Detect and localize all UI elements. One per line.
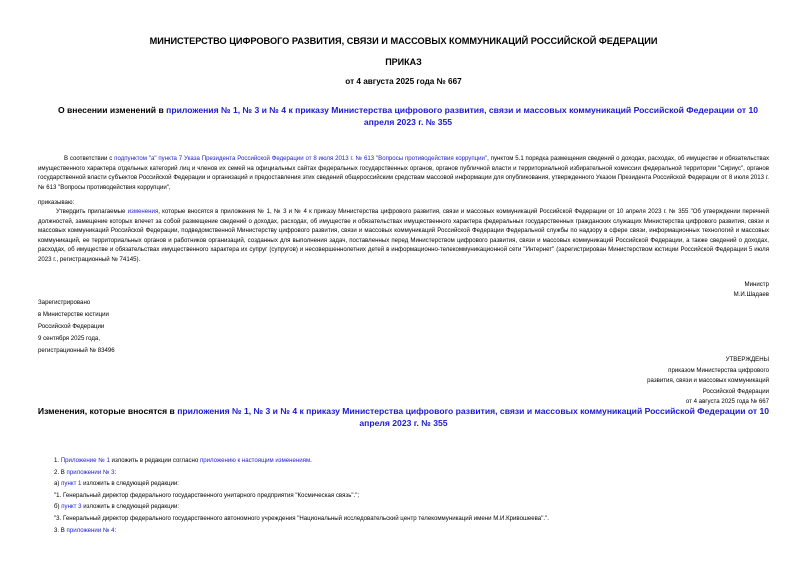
registration-line-1: Зарегистрировано	[38, 299, 91, 306]
appendix-3-link[interactable]: приложении № 3	[66, 468, 115, 476]
appendix-4-link[interactable]: приложении № 4	[66, 526, 115, 534]
appendix-1-link[interactable]: Приложение № 1	[60, 457, 110, 464]
ministry-name: МИНИСТЕРСТВО ЦИФРОВОГО РАЗВИТИЯ, СВЯЗИ И МАССОВЫХ КОММУНИКАЦИЙ РОССИЙСКОЙ ФЕДЕРАЦИИ	[149, 36, 658, 46]
order-word: приказываю:	[38, 199, 75, 206]
main-text-1: Утвердить прилагаемые	[56, 208, 128, 215]
approval-line-3: развития, связи и массовых коммуникаций	[647, 377, 769, 384]
changes-title-link[interactable]: приложения № 1, № 3 и № 4 к приказу Министерства цифрового развития, связи и массовых коммуникаций Российской Федерации от 10 апреля 2023 г. № 355	[177, 406, 770, 428]
changes-title-prefix: Изменения, которые вносятся в	[37, 406, 178, 416]
list-item	[54, 478, 549, 490]
list-item: "3. Генеральный директор федерального государственного автономного учреждения "Национальный исследовательский центр телекоммуникаций имени М.И.Кривошеева".".	[54, 514, 549, 522]
order-date-number: от 4 августа 2025 года № 667	[345, 77, 462, 86]
signature-block	[734, 280, 769, 299]
main-text-2: , которые вносятся в приложения № 1, № 3 и № 4 к приказу Министерства цифрового развития, связи и массовых коммуникаций Российской Федерации от 10 апреля 2023 г. № 355 "Об утверждении перечней должностей, замещение которых влечет за собой размещение сведений о доходах, расходах, об имуществе и обязательствах имущественного характера федеральных государственных гражданских служащих Министерства цифрового развития, связи и массовых коммуникаций Российской Федерации, подведомственной Министерству цифрового развития, связи и массовых коммуникаций Российской Федерации Федеральной службы по надзору в сфере связи, информационных технологий и массовых коммуникаций, ее территориальных органов и работников организаций, созданных для выполнения задач, поставленных перед Министерством цифрового развития, связи и массовых коммуникаций Российской Федерации, а также сведений о доходах, расходах, об имуществе и обязательствах имущественного характера их супруг (супругов) и несовершеннолетних детей в информационно-телекоммуникационной сети "Интернет" (зарегистрирован Министерством юстиции Российской Федерации 5 июля 2023 г., регистрационный № 74145).	[38, 208, 769, 263]
approval-line-4: Российской Федерации	[702, 387, 769, 395]
decree-link[interactable]: подпунктом "а" пункта 7 Указа Президента Российской Федерации от 8 июля 2013 г. № 613 "Вопросы противодействия коррупции"	[114, 155, 488, 162]
approval-line-1: УТВЕРЖДЕНЫ	[725, 356, 769, 363]
list-text: .	[310, 457, 312, 464]
list-text: изложить в следующей редакции:	[81, 503, 180, 511]
list-text: :	[114, 526, 117, 534]
list-item	[54, 501, 549, 513]
document-type: ПРИКАЗ	[385, 57, 422, 67]
order-title-link[interactable]: приложения № 1, № 3 и № 4 к приказу Министерства цифрового развития, связи и массовых коммуникаций Российской Федерации от 10 апреля 2023 г. № 355	[166, 105, 759, 127]
approval-line-2: приказом Министерства цифрового	[668, 366, 769, 374]
list-text: изложить в следующей редакции:	[81, 480, 179, 488]
registration-line-3: Российской Федерации	[38, 323, 105, 330]
registration-line-4: 9 сентября 2025 года,	[38, 335, 101, 342]
preamble-text-1: В соответствии с	[64, 155, 115, 162]
preamble-text-2: , пунктом 5.1 порядка размещения сведений о доходах, расходах, об имуществе и обязательствах имущественного характера отдельных категорий лиц и членов их семей на официальных сайтах федеральных государственных органов, органов публичной власти и территориальной избирательной комиссии федеральной территории "Сириус", органов государственной власти субъектов Российской Федерации и организаций и предоставления этих сведений общероссийским средствам массовой информации для опубликования, утвержденного Указом Президента Российской Федерации от 8 июля 2013 г. № 613 "Вопросы противодействия коррупции",	[38, 155, 770, 191]
appendix-link[interactable]: приложению к настоящим изменениям	[199, 457, 311, 464]
registration-block	[38, 297, 115, 357]
order-title	[50, 104, 766, 128]
list-text: изложить в редакции согласно	[109, 457, 200, 464]
registration-line-5: регистрационный № 83496	[38, 347, 115, 354]
point-1-link[interactable]: пункт 1	[61, 480, 82, 488]
list-item: "1. Генеральный директор федерального государственного унитарного предприятия "Космическая связь".";	[54, 491, 360, 499]
approval-line-5: от 4 августа 2025 года № 667	[685, 398, 769, 405]
preamble-paragraph	[38, 154, 769, 192]
list-text: а)	[54, 480, 62, 488]
approval-block	[647, 355, 769, 408]
changes-list	[54, 455, 549, 536]
list-text: 2. В	[54, 468, 67, 476]
list-item: 1. Приложение № 1 изложить в редакции согласно приложению к настоящим изменениям.	[54, 457, 312, 464]
registration-line-2: в Министерстве юстиции	[38, 311, 109, 318]
changes-title	[30, 405, 777, 429]
signature-position: Министр	[744, 281, 769, 288]
order-title-prefix: О внесении изменений в	[57, 105, 167, 115]
list-item	[54, 467, 549, 479]
main-paragraph	[38, 207, 769, 265]
changes-link[interactable]: изменения	[127, 208, 159, 215]
list-text: :	[114, 468, 117, 476]
list-text: 3. В	[54, 526, 67, 534]
point-3-link[interactable]: пункт 3	[61, 503, 82, 511]
list-item	[54, 525, 549, 537]
list-text: б)	[54, 503, 62, 511]
signature-name: М.И.Шадаев	[733, 290, 769, 298]
